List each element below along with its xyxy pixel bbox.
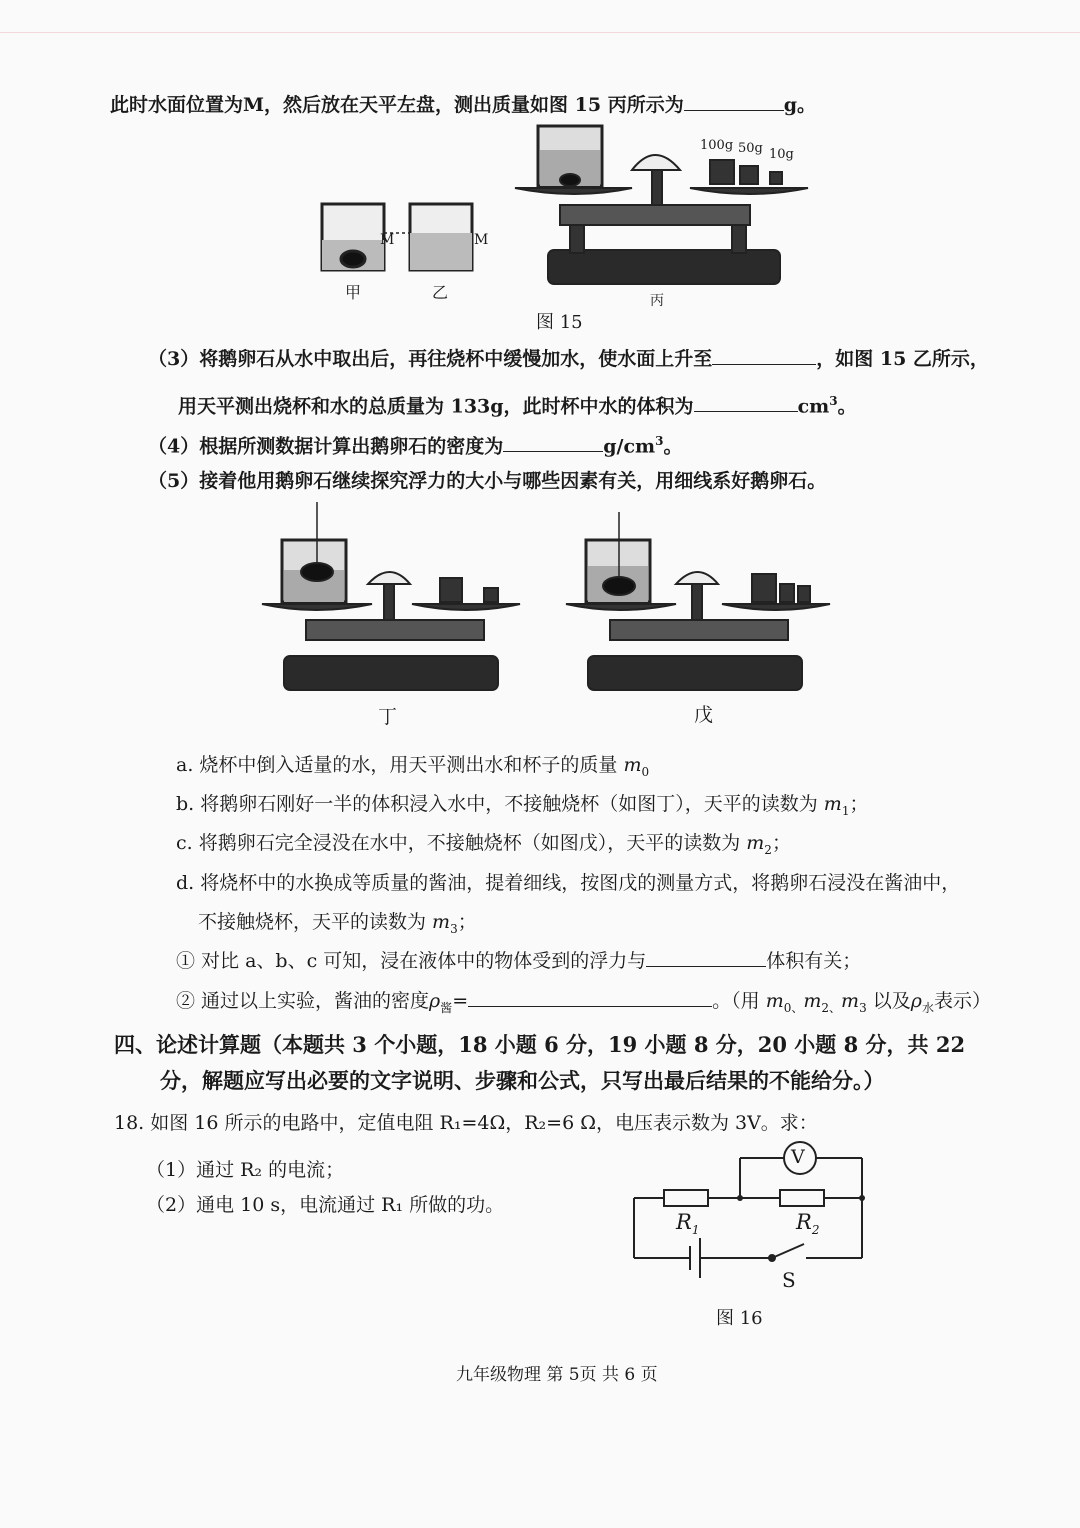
weight-50g: 50g <box>738 141 763 156</box>
resistor-r2-label: $R_2$ <box>796 1210 820 1238</box>
section-4-heading-line1: 四、论述计算题（本题共 3 个小题，18 小题 6 分，19 小题 8 分，20 小题 8 分，共 22 <box>114 1032 966 1057</box>
weight-100g: 100g <box>700 138 734 153</box>
step-d-line1: d. 将烧杯中的水换成等质量的酱油，提着细线，按图戊的测量方式，将鹅卵石浸没在酱油中， <box>176 872 961 894</box>
voltmeter-label: V <box>791 1146 805 1168</box>
q3-line2: 用天平测出烧杯和水的总质量为 133g，此时杯中水的体积为 $cm^3$。 <box>178 394 857 418</box>
intro-line: 此时水面位置为M，然后放在天平左盘，测出质量如图 15 丙所示为 g。 <box>110 94 817 116</box>
label-m-yi: M <box>474 232 489 248</box>
q5-line: （5）接着他用鹅卵石继续探究浮力的大小与哪些因素有关，用细线系好鹅卵石。 <box>148 470 827 492</box>
weight-10g: 10g <box>769 147 794 162</box>
step-b: b. 将鹅卵石刚好一半的体积浸入水中，不接触烧杯（如图丁），天平的读数为 $m_1$； <box>176 793 869 818</box>
label-ding: 丁 <box>378 706 398 728</box>
step-c: c. 将鹅卵石完全浸没在水中，不接触烧杯（如图戊），天平的读数为 $m_2$； <box>176 832 791 857</box>
q18-sub1: （1）通过 R₂ 的电流； <box>146 1159 345 1181</box>
figure-15-caption: 图 15 <box>536 312 583 333</box>
q18-stem: 18. 如图 16 所示的电路中，定值电阻 R₁=4Ω，R₂=6 Ω，电压表示数为 3V。求： <box>114 1112 818 1134</box>
q3-line1: （3）将鹅卵石从水中取出后，再往烧杯中缓慢加水，使水面上升至 ，如图 15 乙所示， <box>148 348 989 370</box>
q18-sub2: （2）通电 10 s，电流通过 R₁ 所做的功。 <box>146 1194 505 1216</box>
circle-question-2: ② 通过以上实验，酱油的密度$\rho_酱=$ 。（用 $m_{0、}m_{2、}m_3$ 以及$\rho_水$表示） <box>176 990 991 1015</box>
step-a: a. 烧杯中倒入适量的水，用天平测出水和杯子的质量 $m_0$ <box>176 754 650 779</box>
label-m-jia: M <box>380 232 395 248</box>
figure-16-caption: 图 16 <box>716 1308 763 1329</box>
label-jia: 甲 <box>345 283 362 302</box>
circle-question-1: ① 对比 a、b、c 可知，浸在液体中的物体受到的浮力与 体积有关； <box>176 950 862 972</box>
page-footer: 九年级物理 第 5页 共 6 页 <box>456 1365 658 1385</box>
switch-label: S <box>782 1268 796 1292</box>
step-d-line2: 不接触烧杯，天平的读数为 $m_3$； <box>198 911 477 936</box>
resistor-r1-label: $R_1$ <box>676 1210 700 1238</box>
label-yi: 乙 <box>432 283 449 302</box>
q4-line: （4）根据所测数据计算出鹅卵石的密度为 $g/cm^3$。 <box>148 434 683 458</box>
section-4-heading-line2: 分，解题应写出必要的文字说明、步骤和公式，只写出最后结果的不能给分。） <box>160 1068 885 1093</box>
label-bing: 丙 <box>650 293 664 309</box>
label-wu: 戊 <box>694 704 714 726</box>
